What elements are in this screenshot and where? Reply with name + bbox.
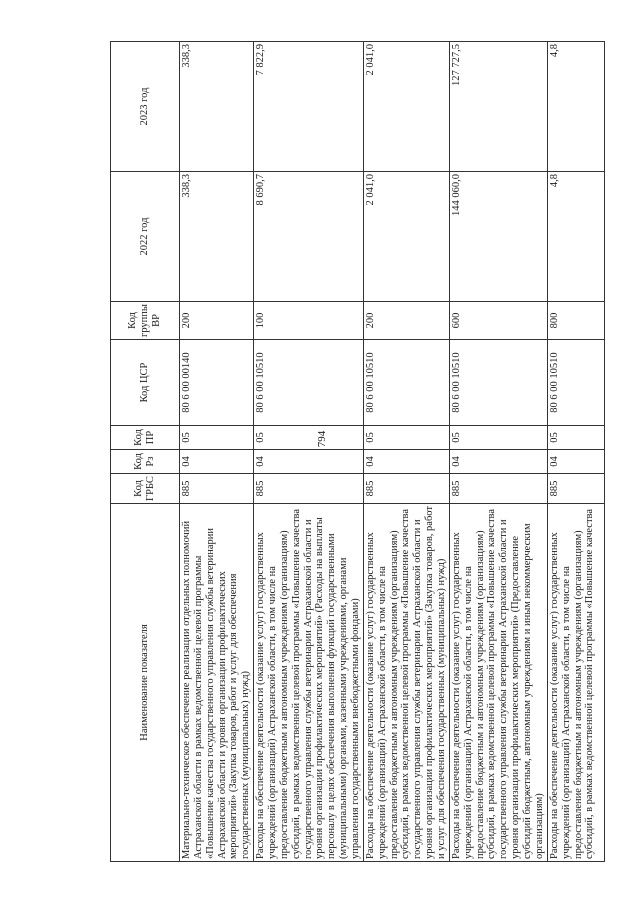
row-rz: 04 bbox=[254, 450, 364, 474]
row-vr: 800 bbox=[547, 302, 604, 340]
row-csr: 80 6 00 10510 bbox=[449, 340, 547, 426]
table-row bbox=[254, 42, 364, 862]
row-csr: 80 6 00 10510 bbox=[547, 340, 604, 426]
page-number: 794 bbox=[316, 430, 328, 448]
row-pr: 05 bbox=[449, 426, 547, 450]
header-csr: Код ЦСР bbox=[111, 340, 180, 426]
table-header-row bbox=[111, 42, 180, 862]
header-2023: 2023 год bbox=[111, 42, 180, 172]
row-rz: 04 bbox=[547, 450, 604, 474]
row-grbs: 885 bbox=[180, 474, 254, 504]
row-2022: 8 690,7 bbox=[254, 172, 364, 302]
row-csr: 80 6 00 10510 bbox=[363, 340, 449, 426]
row-2022: 2 041,0 bbox=[363, 172, 449, 302]
row-vr: 100 bbox=[254, 302, 364, 340]
row-rz: 04 bbox=[180, 450, 254, 474]
row-grbs: 885 bbox=[363, 474, 449, 504]
row-2022: 144 060,0 bbox=[449, 172, 547, 302]
header-pr: Код ПР bbox=[111, 426, 180, 450]
row-2022: 338,3 bbox=[180, 172, 254, 302]
row-csr: 80 6 00 00140 bbox=[180, 340, 254, 426]
row-2023: 7 822,9 bbox=[254, 42, 364, 172]
header-vr: Код группы ВР bbox=[111, 302, 180, 340]
budget-table bbox=[110, 41, 605, 862]
row-grbs: 885 bbox=[449, 474, 547, 504]
header-grbs: Код ГРБС bbox=[111, 474, 180, 504]
row-vr: 600 bbox=[449, 302, 547, 340]
row-grbs: 885 bbox=[547, 474, 604, 504]
row-name: Расходы на обеспечение деятельности (оказание услуг) государственных учреждений (организаций) Астраханской области, в том числе на предоставление бюджетным и автономным учреждениям (организациям) субсидий, в рамках ведомственной целевой программы «Повышение качества государственного управления службы ветеринарии Астраханской области и уровня организации профилактических мероприятий» (Расходы на выплаты персоналу в целях обеспечения выполнения функций государственными (муниципальными) органами, казенными учреждениями, органами управления государственными внебюджетными фондами) bbox=[254, 504, 364, 862]
table-row bbox=[363, 42, 449, 862]
row-2023: 127 727,5 bbox=[449, 42, 547, 172]
table-row bbox=[449, 42, 547, 862]
row-pr: 05 bbox=[363, 426, 449, 450]
row-vr: 200 bbox=[363, 302, 449, 340]
row-2023: 2 041,0 bbox=[363, 42, 449, 172]
row-pr: 05 bbox=[547, 426, 604, 450]
row-csr: 80 6 00 10510 bbox=[254, 340, 364, 426]
row-rz: 04 bbox=[449, 450, 547, 474]
row-vr: 200 bbox=[180, 302, 254, 340]
row-2023: 338,3 bbox=[180, 42, 254, 172]
row-pr: 05 bbox=[180, 426, 254, 450]
row-grbs: 885 bbox=[254, 474, 364, 504]
row-2023: 4,8 bbox=[547, 42, 604, 172]
row-rz: 04 bbox=[363, 450, 449, 474]
header-name: Наименование показателя bbox=[111, 504, 180, 862]
row-name-text: Расходы на обеспечение деятельности (оказание услуг) государственных учреждений (организаций) Астраханской области, в том числе на предоставление бюджетным и автономным учреждениям (организациям) субсидий, в рамках ведомственной целевой программы «Повышение качества bbox=[548, 508, 596, 859]
row-name: Материально-техническое обеспечение реализации отдельных полномочий Астраханской области в рамках ведомственной целевой программы «Повышение качества государственного управления службы ветеринарии Астраханской области и уровня организации профилактических мероприятий» (Закупка товаров, работ и услуг для обеспечения государственных (муниципальных) нужд) bbox=[180, 504, 254, 862]
row-2022: 4,8 bbox=[547, 172, 604, 302]
header-rz: Код Рз bbox=[111, 450, 180, 474]
rotated-table-container bbox=[110, 42, 605, 862]
table-row bbox=[180, 42, 254, 862]
header-2022: 2022 год bbox=[111, 172, 180, 302]
row-name: Расходы на обеспечение деятельности (оказание услуг) государственных учреждений (организаций) Астраханской области, в том числе на предоставление бюджетным и автономным учреждениям (организациям) субсидий, в рамках ведомственной целевой программы «Повышение качества государственного управления службы ветеринарии Астраханской области и уровня организации профилактических мероприятий» (Предоставление субсидий бюджетным, автономным учреждениям и иным некоммерческим организациям) bbox=[449, 504, 547, 862]
row-name: Расходы на обеспечение деятельности (оказание услуг) государственных учреждений (организаций) Астраханской области, в том числе на предоставление бюджетным и автономным учреждениям (организациям) субсидий, в рамках ведомственной целевой программы «Повышение качества государственного управления службы ветеринарии Астраханской области и уровня организации профилактических мероприятий» (Закупка товаров, работ и услуг для обеспечения государственных (муниципальных) нужд) bbox=[363, 504, 449, 862]
row-name bbox=[547, 504, 604, 862]
table-row bbox=[547, 42, 604, 862]
row-pr: 05 bbox=[254, 426, 364, 450]
